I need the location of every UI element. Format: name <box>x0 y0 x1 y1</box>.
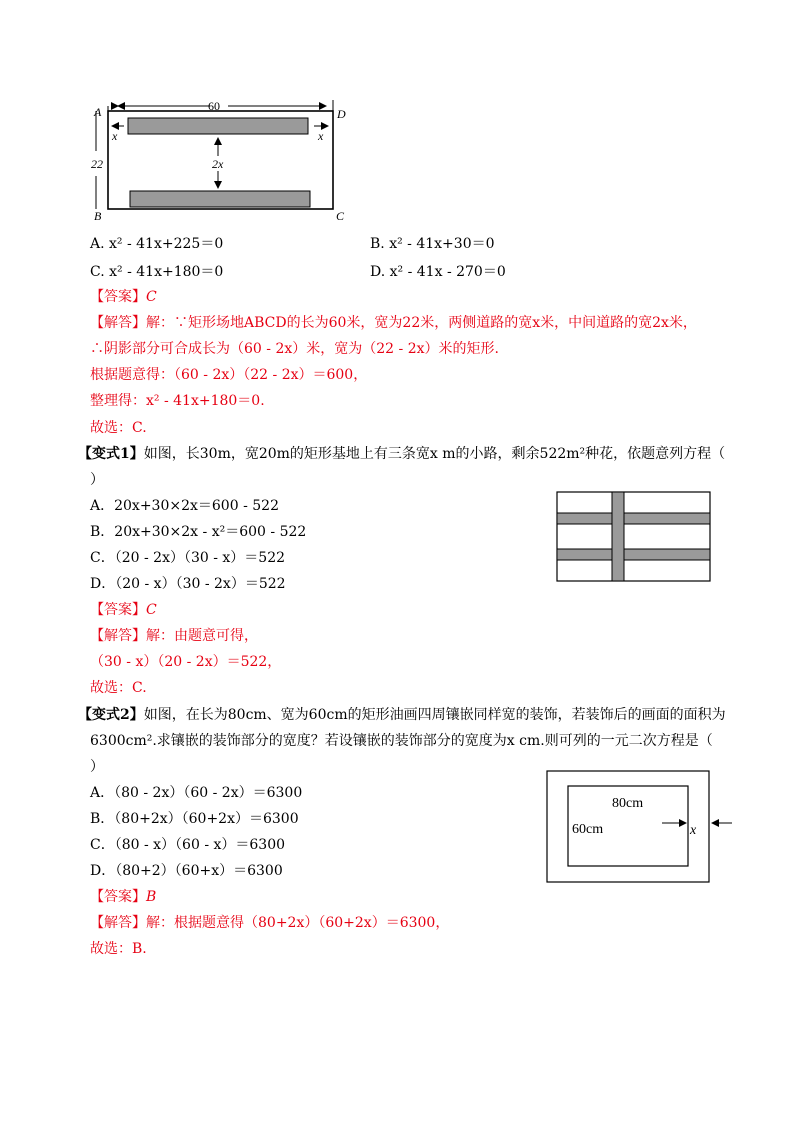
solution-line-2: ∴阴影部分可合成长为（60 - 2x）米，宽为（22 - 2x）米的矩形. <box>90 341 499 357</box>
label-60: 60 <box>208 99 220 113</box>
variant1-option-a: A．20x+30×2x＝600 - 522 <box>90 498 279 514</box>
label-80cm: 80cm <box>612 796 644 811</box>
label-x-right: x <box>318 129 324 143</box>
variant2-stem-2: 6300cm².求镶嵌的装饰部分的宽度？若设镶嵌的装饰部分的宽度为x cm.则可列的一元二次方程是（ <box>90 733 713 749</box>
variant1-option-b: B．20x+30×2x - x²＝600 - 522 <box>90 524 307 540</box>
variant2-solution-2: 故选：B. <box>90 941 147 957</box>
variant2-option-a: A．（80 - 2x）（60 - 2x）＝6300 <box>90 785 303 801</box>
variant2-option-b: B．（80+2x）（60+2x）＝6300 <box>90 811 299 827</box>
variant1-stem: 【变式1】如图，长30m，宽20m的矩形基地上有三条宽x m的小路，剩余522m²种花，依题意列方程（ <box>78 446 726 462</box>
variant1-solution-3: 故选：C. <box>90 680 147 696</box>
solution-line-1: 【解答】解：∵矩形场地ABCD的长为60米，宽为22米，两侧道路的宽x米，中间道路的宽2x米， <box>90 315 697 331</box>
variant1-solution-2: （30 - x）（20 - 2x）＝522， <box>90 654 282 670</box>
variant1-option-c: C．（20 - 2x）（30 - x）＝522 <box>90 550 286 566</box>
variant2-stem: 【变式2】如图，在长为80cm、宽为60cm的矩形油画四周镶嵌同样宽的装饰，若装饰后的画面的面积为 <box>78 707 726 723</box>
variant2-stem-end: ） <box>90 759 104 775</box>
label-22: 22 <box>91 157 103 171</box>
figure-garden-paths <box>556 491 712 583</box>
solution-line-4: 整理得：x² - 41x+180＝0. <box>90 393 265 409</box>
figure-abcd-rectangle <box>88 96 360 224</box>
variant1-stem-end: ） <box>90 472 104 488</box>
option-c: C. x² - 41x+180＝0 <box>90 264 224 280</box>
variant1-option-d: D．（20 - x）（30 - 2x）＝522 <box>90 576 286 592</box>
answer-line: 【答案】C <box>90 289 157 305</box>
variant1-answer: 【答案】C <box>90 602 157 618</box>
variant2-answer: 【答案】B <box>90 889 157 905</box>
label-x-left: x <box>112 129 118 143</box>
variant2-option-d: D．（80+2）（60+x）＝6300 <box>90 863 283 879</box>
option-a: A. x² - 41x+225＝0 <box>90 236 224 252</box>
label-60cm: 60cm <box>572 822 604 837</box>
label-C: C <box>336 209 345 223</box>
option-d: D. x² - 41x - 270＝0 <box>370 264 506 280</box>
label-x: x <box>690 823 697 838</box>
variant2-option-c: C．（80 - x）（60 - x）＝6300 <box>90 837 286 853</box>
variant1-solution-1: 【解答】解：由题意可得， <box>90 628 258 644</box>
figure-framed-painting <box>546 770 736 884</box>
label-B: B <box>94 209 102 223</box>
solution-line-5: 故选：C. <box>90 420 147 436</box>
label-D: D <box>337 107 346 121</box>
variant2-solution-1: 【解答】解：根据题意得（80+2x）（60+2x）＝6300， <box>90 915 450 931</box>
solution-line-3: 根据题意得：（60 - 2x）（22 - 2x）＝600， <box>90 367 368 383</box>
option-b: B. x² - 41x+30＝0 <box>370 236 495 252</box>
label-A: A <box>94 105 102 119</box>
label-2x: 2x <box>212 157 224 171</box>
